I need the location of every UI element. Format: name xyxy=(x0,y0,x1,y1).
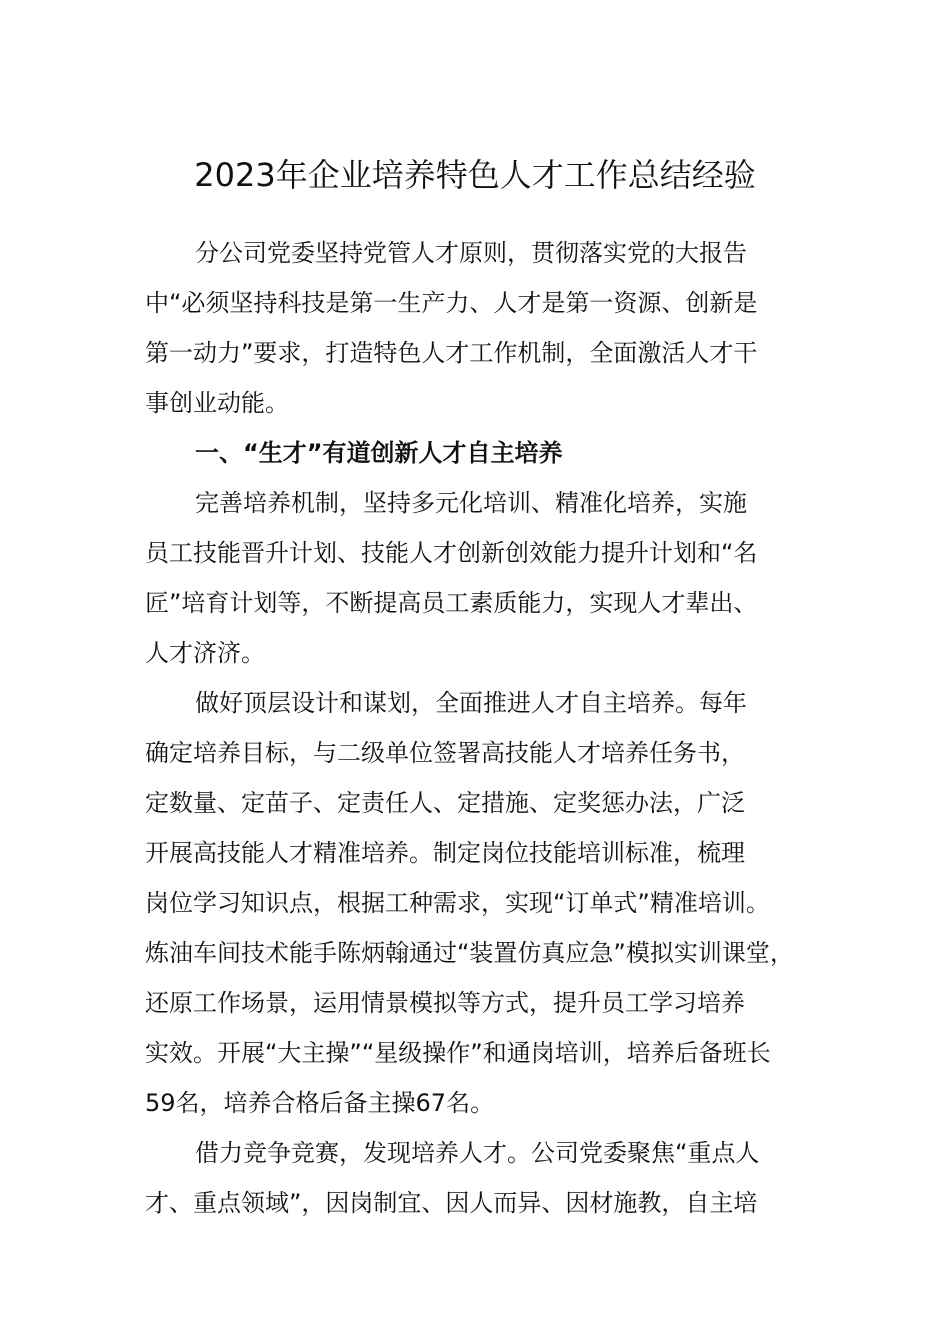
text-line: 定数量、定苗子、定责任人、定措施、定奖惩办法，广泛 xyxy=(145,789,745,817)
document-body xyxy=(145,228,845,1228)
text-line: 炼油车间技术能手陈炳翰通过“装置仿真应急”模拟实训课堂， xyxy=(145,939,794,967)
text-line: 第一动力”要求，打造特色人才工作机制，全面激活人才干 xyxy=(145,339,758,367)
text-line: 做好顶层设计和谋划，全面推进人才自主培养。每年 xyxy=(195,689,747,717)
section-heading: 一、“生才”有道创新人才自主培养 xyxy=(195,439,563,467)
text-line: 实效。开展“大主操”“星级操作”和通岗培训，培养后备班长 xyxy=(145,1039,771,1067)
text-line: 分公司党委坚持党管人才原则，贯彻落实党的大报告 xyxy=(195,239,747,267)
text-line: 还原工作场景，运用情景模拟等方式，提升员工学习培养 xyxy=(145,989,745,1017)
document-title: 2023年企业培养特色人才工作总结经验 xyxy=(194,156,756,194)
text-line: 岗位学习知识点，根据工种需求，实现“订单式”精准培训。 xyxy=(145,889,770,917)
text-line: 员工技能晋升计划、技能人才创新创效能力提升计划和“名 xyxy=(145,539,758,567)
text-line: 确定培养目标，与二级单位签署高技能人才培养任务书， xyxy=(145,739,745,767)
text-line: 中“必须坚持科技是第一生产力、人才是第一资源、创新是 xyxy=(145,289,758,317)
text-line: 开展高技能人才精准培养。制定岗位技能培训标准，梳理 xyxy=(145,839,745,867)
text-line: 匠”培育计划等，不断提高员工素质能力，实现人才辈出、 xyxy=(145,589,758,617)
text-line: 完善培养机制，坚持多元化培训、精准化培养，实施 xyxy=(195,489,747,517)
text-line: 借力竞争竞赛，发现培养人才。公司党委聚焦“重点人 xyxy=(195,1139,760,1167)
text-line: 事创业动能。 xyxy=(145,389,289,417)
text-line: 59名，培养合格后备主操67名。 xyxy=(145,1089,495,1117)
text-line: 才、重点领域”，因岗制宜、因人而异、因材施教，自主培 xyxy=(145,1189,758,1217)
text-line: 人才济济。 xyxy=(145,639,265,667)
